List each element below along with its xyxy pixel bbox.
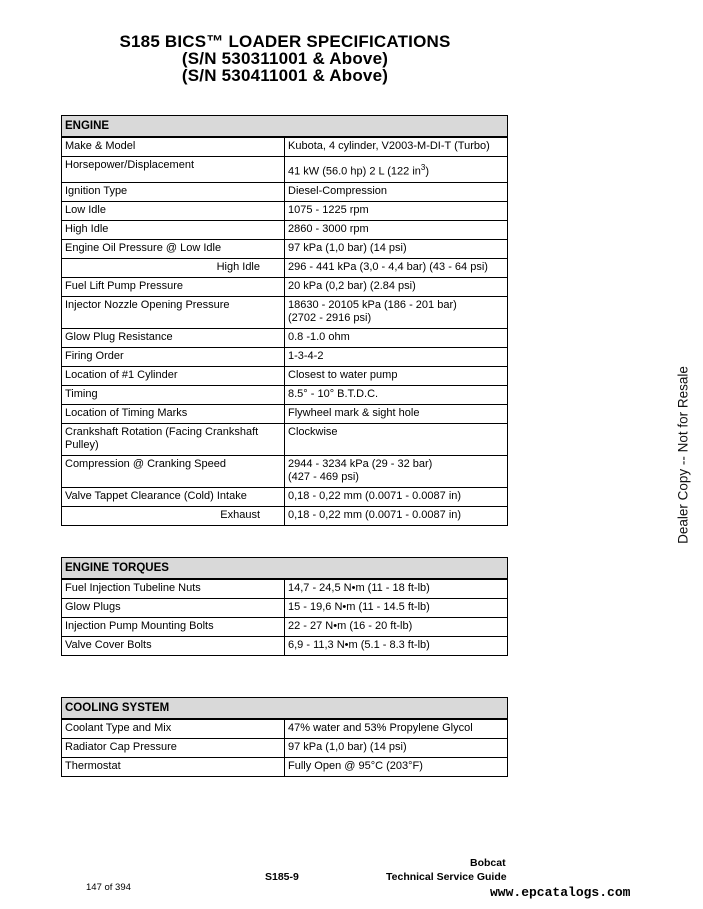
table-row bbox=[62, 157, 508, 183]
table-row bbox=[62, 366, 508, 385]
dealer-copy-notice: Dealer Copy -- Not for Resale bbox=[675, 366, 691, 544]
spec-label: High Idle bbox=[62, 258, 285, 277]
spec-label: Location of Timing Marks bbox=[62, 404, 285, 423]
spec-value: Kubota, 4 cylinder, V2003-M-DI-T (Turbo) bbox=[285, 137, 508, 157]
spec-value: Clockwise bbox=[285, 423, 508, 455]
footer-brand: Bobcat bbox=[470, 857, 506, 869]
spec-value: 97 kPa (1,0 bar) (14 psi) bbox=[285, 239, 508, 258]
torques-header: ENGINE TORQUES bbox=[62, 558, 508, 580]
spec-value: 0.8 -1.0 ohm bbox=[285, 328, 508, 347]
table-row bbox=[62, 277, 508, 296]
spec-value: 296 - 441 kPa (3,0 - 4,4 bar) (43 - 64 psi) bbox=[285, 258, 508, 277]
engine-header: ENGINE bbox=[62, 116, 508, 138]
spec-label: Low Idle bbox=[62, 201, 285, 220]
table-row bbox=[62, 328, 508, 347]
table-header-row bbox=[62, 558, 508, 580]
footer-guide-title: Technical Service Guide bbox=[386, 871, 507, 883]
spec-label: Fuel Lift Pump Pressure bbox=[62, 277, 285, 296]
table-row bbox=[62, 719, 508, 739]
table-row bbox=[62, 182, 508, 201]
serial-range-1: (S/N 530311001 & Above) bbox=[181, 49, 389, 68]
spec-value: Closest to water pump bbox=[285, 366, 508, 385]
spec-value: 47% water and 53% Propylene Glycol bbox=[285, 719, 508, 739]
table-header-row bbox=[62, 116, 508, 138]
spec-label: Valve Cover Bolts bbox=[62, 637, 285, 656]
table-row bbox=[62, 579, 508, 599]
serial-range-2: (S/N 530411001 & Above) bbox=[181, 66, 389, 85]
table-row bbox=[62, 239, 508, 258]
spec-label: High Idle bbox=[62, 220, 285, 239]
spec-label: Ignition Type bbox=[62, 182, 285, 201]
table-row bbox=[62, 487, 508, 506]
cooling-header: COOLING SYSTEM bbox=[62, 698, 508, 720]
spec-label: Thermostat bbox=[62, 758, 285, 777]
spec-value: 2860 - 3000 rpm bbox=[285, 220, 508, 239]
spec-label: Coolant Type and Mix bbox=[62, 719, 285, 739]
spec-value: 1075 - 1225 rpm bbox=[285, 201, 508, 220]
spec-value: 14,7 - 24,5 N•m (11 - 18 ft-lb) bbox=[285, 579, 508, 599]
table-row bbox=[62, 220, 508, 239]
table-row bbox=[62, 758, 508, 777]
table-header-row bbox=[62, 698, 508, 720]
spec-value: 15 - 19,6 N•m (11 - 14.5 ft-lb) bbox=[285, 599, 508, 618]
spec-label: Compression @ Cranking Speed bbox=[62, 455, 285, 487]
table-row bbox=[62, 258, 508, 277]
table-row bbox=[62, 637, 508, 656]
spec-value: 8.5° - 10° B.T.D.C. bbox=[285, 385, 508, 404]
spec-label: Engine Oil Pressure @ Low Idle bbox=[62, 239, 285, 258]
watermark: www.epcatalogs.com bbox=[490, 885, 631, 900]
spec-label: Horsepower/Displacement bbox=[62, 157, 285, 183]
spec-value: 1-3-4-2 bbox=[285, 347, 508, 366]
page-count: 147 of 394 bbox=[86, 882, 131, 893]
table-row bbox=[62, 404, 508, 423]
cooling-system-table bbox=[61, 697, 508, 777]
spec-value: 0,18 - 0,22 mm (0.0071 - 0.0087 in) bbox=[285, 506, 508, 525]
spec-value: Fully Open @ 95°C (203°F) bbox=[285, 758, 508, 777]
spec-label: Glow Plugs bbox=[62, 599, 285, 618]
engine-torques-table bbox=[61, 557, 508, 656]
spec-value: 0,18 - 0,22 mm (0.0071 - 0.0087 in) bbox=[285, 487, 508, 506]
spec-label: Valve Tappet Clearance (Cold) Intake bbox=[62, 487, 285, 506]
spec-value: 2944 - 3234 kPa (29 - 32 bar) (427 - 469 psi) bbox=[285, 455, 508, 487]
spec-label: Timing bbox=[62, 385, 285, 404]
spec-label: Firing Order bbox=[62, 347, 285, 366]
spec-label: Location of #1 Cylinder bbox=[62, 366, 285, 385]
spec-label: Crankshaft Rotation (Facing Crankshaft Pulley) bbox=[62, 423, 285, 455]
engine-spec-table bbox=[61, 115, 508, 526]
table-row bbox=[62, 423, 508, 455]
spec-label: Glow Plug Resistance bbox=[62, 328, 285, 347]
spec-label: Make & Model bbox=[62, 137, 285, 157]
page-title: S185 BICS™ LOADER SPECIFICATIONS bbox=[119, 32, 451, 51]
spec-value: 22 - 27 N•m (16 - 20 ft-lb) bbox=[285, 618, 508, 637]
spec-label: Exhaust bbox=[62, 506, 285, 525]
spec-value: 18630 - 20105 kPa (186 - 201 bar) (2702 - 2916 psi) bbox=[285, 296, 508, 328]
spec-label: Injection Pump Mounting Bolts bbox=[62, 618, 285, 637]
spec-label: Radiator Cap Pressure bbox=[62, 739, 285, 758]
table-row bbox=[62, 506, 508, 525]
spec-label: Fuel Injection Tubeline Nuts bbox=[62, 579, 285, 599]
table-row bbox=[62, 599, 508, 618]
spec-value: Diesel-Compression bbox=[285, 182, 508, 201]
table-row bbox=[62, 137, 508, 157]
table-row bbox=[62, 296, 508, 328]
table-row bbox=[62, 347, 508, 366]
title-block bbox=[60, 33, 510, 84]
table-row bbox=[62, 201, 508, 220]
spec-value: Flywheel mark & sight hole bbox=[285, 404, 508, 423]
spec-value: 41 kW (56.0 hp) 2 L (122 $in^3$) bbox=[285, 157, 508, 183]
spec-value: 97 kPa (1,0 bar) (14 psi) bbox=[285, 739, 508, 758]
table-row bbox=[62, 618, 508, 637]
table-row bbox=[62, 385, 508, 404]
spec-value: 20 kPa (0,2 bar) (2.84 psi) bbox=[285, 277, 508, 296]
footer-page-number: S185-9 bbox=[265, 871, 299, 883]
table-row bbox=[62, 739, 508, 758]
spec-label: Injector Nozzle Opening Pressure bbox=[62, 296, 285, 328]
spec-value: 6,9 - 11,3 N•m (5.1 - 8.3 ft-lb) bbox=[285, 637, 508, 656]
table-row bbox=[62, 455, 508, 487]
